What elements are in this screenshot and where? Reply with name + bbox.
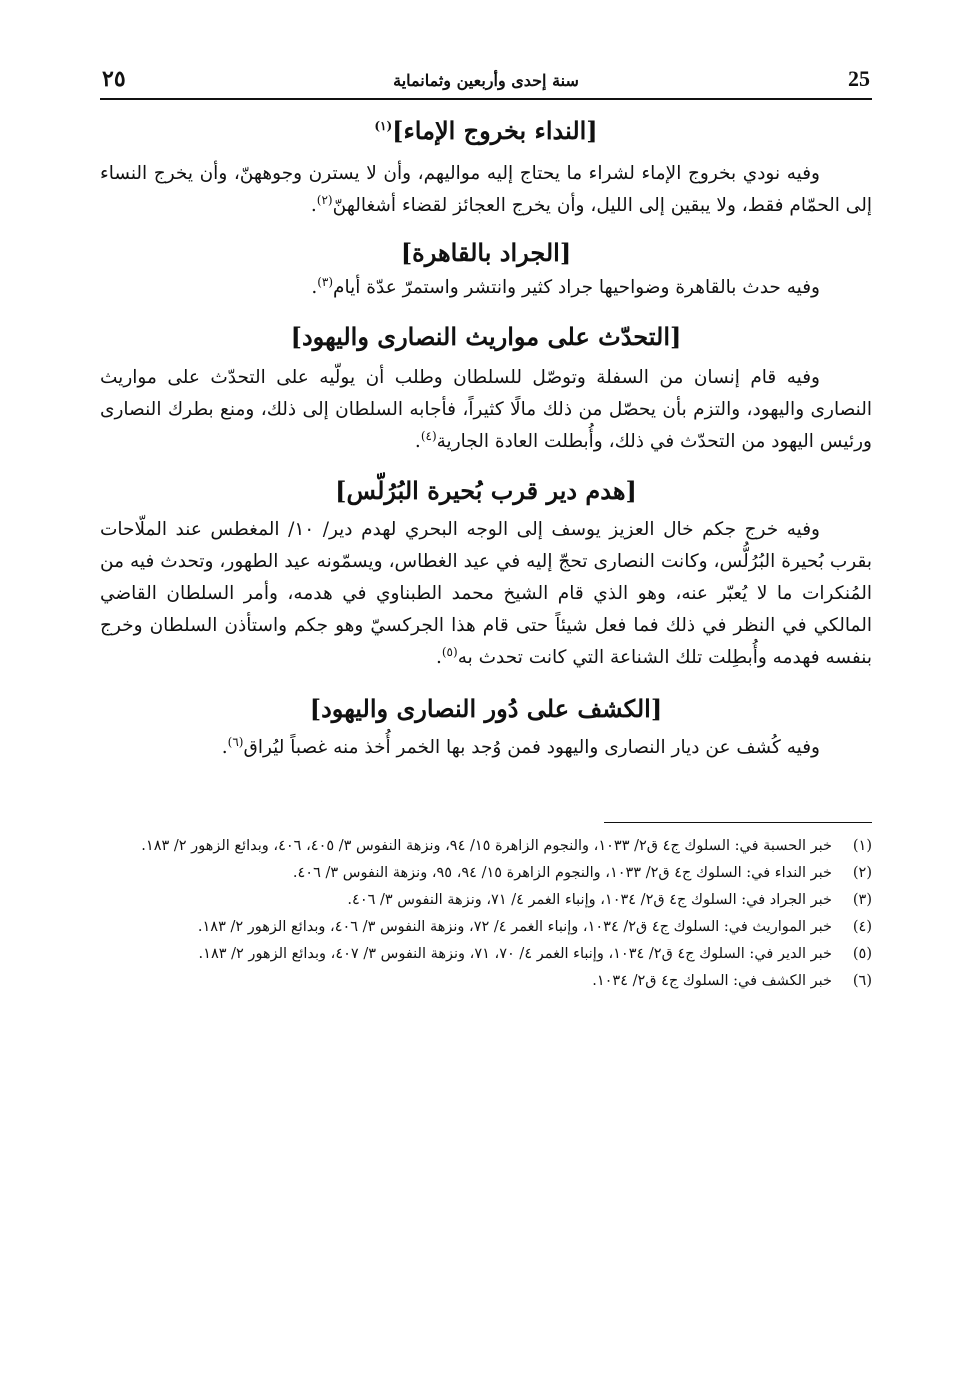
footnote-6 — [100, 968, 872, 995]
section-paragraph-house-search — [100, 732, 872, 764]
running-title: سنة إحدى وأربعين وثمانماية — [393, 71, 579, 90]
footnote-text: خبر الكشف في: السلوك ج٤ ق٢/ ١٠٣٤. — [592, 973, 832, 989]
paragraph-end: . — [435, 647, 442, 668]
book-page — [100, 62, 872, 995]
section-paragraph-slave-women-proclamation — [100, 158, 872, 222]
footnote-text: خبر الدير في: السلوك ج٤ ق٢/ ١٠٣٤، وإنباء الغمر ٤/ ٧٠، ٧١، ونزهة النفوس ٣/ ٤٠٧، وبدائع الزهور ٢/ ١٨٣. — [198, 946, 832, 962]
footnote-4 — [100, 914, 872, 941]
paragraph-end: . — [414, 431, 421, 452]
footnote-marker: (٢) — [316, 192, 333, 207]
paragraph-end: . — [311, 277, 318, 298]
footnote-number: (٥) — [852, 946, 872, 962]
footnote-separator — [604, 822, 872, 823]
section-title-text: [هدم دير قرب بُحيرة البُرُلّس] — [335, 476, 637, 505]
section-title-text: [النداء بخروج الإماء] — [392, 116, 598, 145]
footnote-number: (٤) — [852, 919, 872, 935]
section-title-text: [الجراد بالقاهرة] — [400, 238, 572, 267]
footnote-text: خبر النداء في: السلوك ج٤ ق٢/ ١٠٣٣، والنجوم الزاهرة ١٥/ ٩٤، ٩٥، ونزهة النفوس ٣/ ٤٠٦. — [292, 865, 832, 881]
footnote-marker: (٥) — [441, 644, 458, 659]
section-title-slave-women-proclamation — [100, 114, 872, 148]
paragraph-text: وفيه كُشف عن ديار النصارى واليهود فمن وُجد بها الخمر أُخذ منه غصباً ليُراق — [243, 737, 820, 758]
section-paragraph-inheritances — [100, 362, 872, 458]
footnote-text: خبر الجراد في: السلوك ج٤ ق٢/ ١٠٣٤، وإنباء الغمر ٤/ ٧١، ونزهة النفوس ٣/ ٤٠٦. — [347, 892, 832, 908]
footnote-3 — [100, 887, 872, 914]
footnote-marker: (١) — [374, 119, 393, 133]
page-number-latin: 25 — [848, 66, 870, 91]
footnote-separator-wrap — [100, 822, 872, 823]
paragraph-text: وفيه قام إنسان من السفلة وتوصّل للسلطان وطلب أن يولّيه على التحدّث على مواريث النصارى واليهود، والتزم بأن يحصّل من ذلك مالًا كثيراً، فأجابه السلطان إلى ذلك، ومنع بطرك النصارى ورئيس اليهود من التحدّث في ذلك، وأُبطلت العادة الجارية — [100, 367, 872, 452]
running-header — [100, 62, 872, 100]
footnote-marker: (٦) — [227, 734, 244, 749]
footnote-number: (٣) — [852, 892, 872, 908]
section-title-text: [الكشف على دُور النصارى واليهود] — [309, 694, 663, 723]
section-paragraph-locusts-cairo — [100, 272, 872, 304]
footnote-marker: (٤) — [420, 428, 437, 443]
page-number-arabic: ٢٥ — [102, 66, 126, 92]
paragraph-text: وفيه خرج جكم خال العزيز يوسف إلى الوجه البحري لهدم دير/ ١٠/ المغطس عند الملّاحات بقرب بُحيرة البُرُلُّس، وكانت النصارى تحجّ إليه في عيد الغطاس، ويسمّونه عيد الطهور، وتحدث فيه من المُنكرات ما لا يُعبّر عنه، وهو الذي قام الشيخ محمد الطبناوي في هدمه، وأمر السلطان القاضي المالكي في النظر في ذلك فما فعل شيئاً حتى قام هذا الجركسيّ وهو جكم واستأذن السلطان وخرج بنفسه فهدمه وأُبطِلت تلك الشناعة التي كانت تحدث به — [100, 519, 872, 668]
footnote-marker: (٣) — [317, 274, 334, 289]
section-title-monastery-demolition — [100, 474, 872, 508]
footnote-text: خبر المواريث في: السلوك ج٤ ق٢/ ١٠٣٤، وإنباء الغمر ٤/ ٧٢، ونزهة النفوس ٣/ ٤٠٦، وبدائع الزهور ٢/ ١٨٣. — [197, 919, 832, 935]
section-title-house-search — [100, 692, 872, 726]
footnote-number: (١) — [852, 838, 872, 854]
footnote-5 — [100, 941, 872, 968]
section-paragraph-monastery-demolition — [100, 514, 872, 674]
section-title-text: [التحدّث على مواريث النصارى واليهود] — [290, 322, 682, 351]
footnote-number: (٦) — [852, 973, 872, 989]
footnote-2 — [100, 860, 872, 887]
section-title-inheritances — [100, 320, 872, 354]
paragraph-text: وفيه نودي بخروج الإماء لشراء ما يحتاج إليه مواليهم، وأن لا يسترن وجوههنّ، وأن يخرج النساء إلى الحمّام فقط، ولا يبقين إلى الليل، وأن يخرج العجائز لقضاء أشغالهنّ — [100, 163, 872, 216]
section-title-locusts-cairo — [100, 236, 872, 270]
footnote-number: (٢) — [852, 865, 872, 881]
paragraph-end: . — [221, 737, 228, 758]
footnotes-list — [100, 833, 872, 995]
footnote-1 — [100, 833, 872, 860]
footnote-text: خبر الحسبة في: السلوك ج٤ ق٢/ ١٠٣٣، والنجوم الزاهرة ١٥/ ٩٤، ونزهة النفوس ٣/ ٤٠٥، ٤٠٦، وبدائع الزهور ٢/ ١٨٣. — [141, 838, 832, 854]
paragraph-end: . — [310, 195, 317, 216]
paragraph-text: وفيه حدث بالقاهرة وضواحيها جراد كثير وانتشر واستمرّ عدّة أيام — [333, 277, 820, 298]
